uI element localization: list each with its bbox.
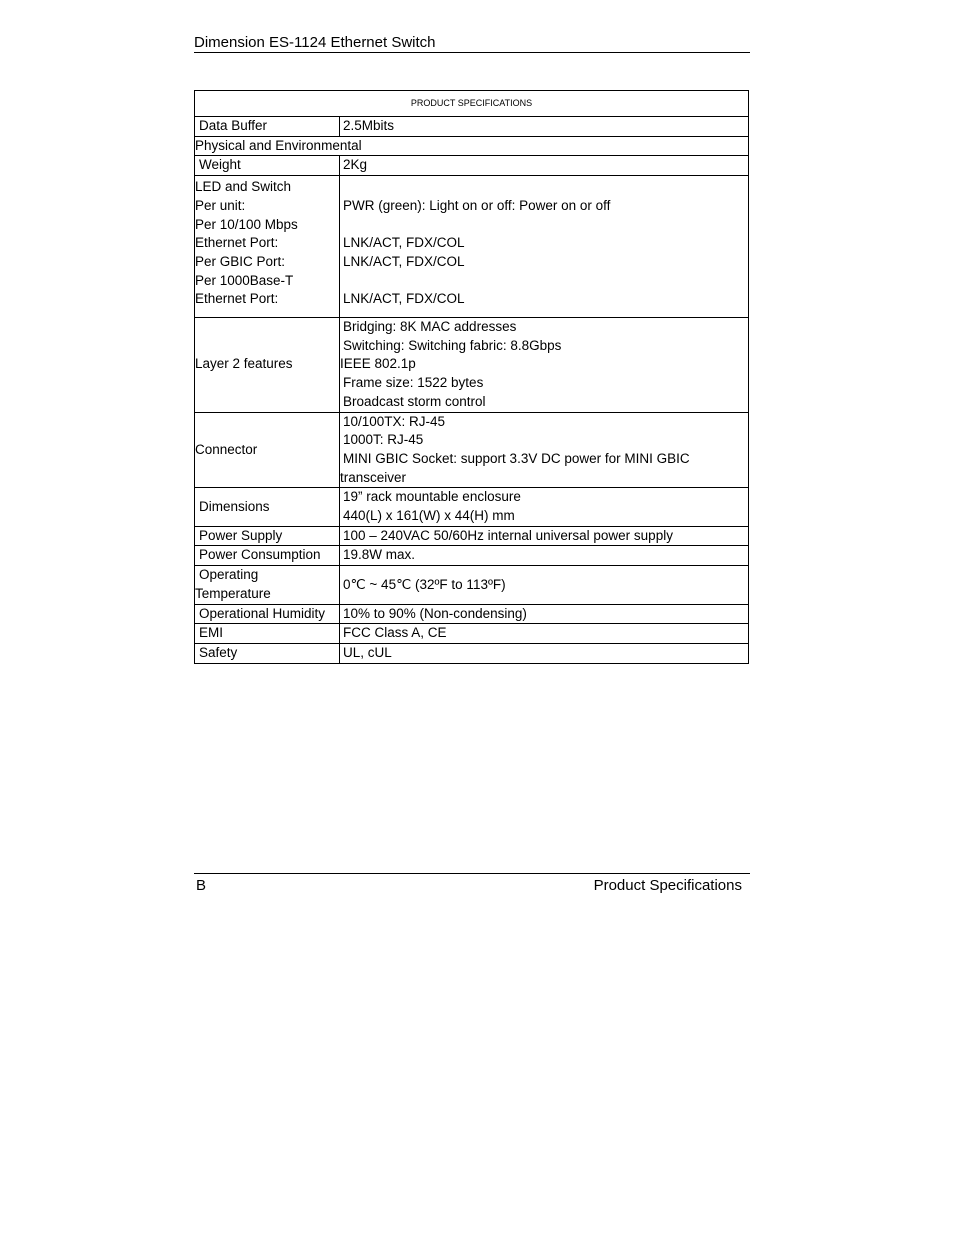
layer2-value-line: Switching: Switching fabric: 8.8Gbps xyxy=(343,337,562,353)
led-label-line: Per unit: xyxy=(195,197,246,213)
table-row xyxy=(195,318,749,413)
table-row xyxy=(195,488,749,526)
layer2-value-line: Frame size: 1522 bytes xyxy=(343,375,484,391)
power-consumption-value: 19.8W max. xyxy=(340,546,749,566)
led-label-line: Per GBIC Port: xyxy=(195,253,286,269)
table-caption: PRODUCT SPECIFICATIONS xyxy=(195,91,749,117)
layer2-value xyxy=(340,318,749,413)
table-row xyxy=(195,117,749,137)
page-header xyxy=(194,33,750,53)
data-buffer-label: Data Buffer xyxy=(195,117,340,137)
safety-label: Safety xyxy=(195,643,340,663)
spec-table xyxy=(194,90,749,664)
connector-value-line: 1000T: RJ-45 xyxy=(343,432,424,448)
table-row xyxy=(195,412,749,488)
footer-appendix-letter: B xyxy=(196,877,207,894)
data-buffer-value: 2.5Mbits xyxy=(340,117,749,137)
table-caption-row xyxy=(195,91,749,117)
header-title: Dimension ES-1124 Ethernet Switch xyxy=(194,34,436,51)
operating-temp-label-line: Operating xyxy=(199,567,259,583)
layer2-value-line: Broadcast storm control xyxy=(343,393,486,409)
table-row xyxy=(195,624,749,644)
led-label-line: Ethernet Port: xyxy=(195,291,279,307)
led-label-line: Per 1000Base-T xyxy=(195,272,294,288)
led-label xyxy=(195,176,340,318)
connector-value xyxy=(340,412,749,488)
operating-temp-value: 0℃ ~ 45℃ (32ºF to 113ºF) xyxy=(340,566,749,604)
power-supply-value: 100 – 240VAC 50/60Hz internal universal power supply xyxy=(340,526,749,546)
table-row xyxy=(195,176,749,318)
table-row xyxy=(195,156,749,176)
dimensions-value-line: 19” rack mountable enclosure xyxy=(343,489,521,505)
weight-label: Weight xyxy=(195,156,340,176)
dimensions-value xyxy=(340,488,749,526)
footer-section-title: Product Specifications xyxy=(593,877,742,894)
emi-label: EMI xyxy=(195,624,340,644)
power-supply-label: Power Supply xyxy=(195,526,340,546)
connector-label: Connector xyxy=(195,412,340,488)
led-label-line: LED and Switch xyxy=(195,179,292,195)
led-value xyxy=(340,176,749,318)
layer2-value-line: IEEE 802.1p xyxy=(340,356,416,372)
layer2-label: Layer 2 features xyxy=(195,318,340,413)
physical-section-heading: Physical and Environmental xyxy=(195,136,749,156)
weight-value: 2Kg xyxy=(340,156,749,176)
humidity-value: 10% to 90% (Non-condensing) xyxy=(340,604,749,624)
led-value-line xyxy=(343,272,745,291)
led-value-line: PWR (green): Light on or off: Power on or off xyxy=(343,197,611,213)
led-label-line: Per 10/100 Mbps xyxy=(195,216,298,232)
led-value-line xyxy=(343,216,745,235)
table-row xyxy=(195,643,749,663)
led-value-line: LNK/ACT, FDX/COL xyxy=(343,235,465,251)
led-value-line xyxy=(343,178,745,197)
table-row xyxy=(195,604,749,624)
connector-value-line: transceiver xyxy=(340,469,407,485)
table-row xyxy=(195,526,749,546)
safety-value: UL, cUL xyxy=(340,643,749,663)
humidity-label: Operational Humidity xyxy=(195,604,340,624)
page-footer xyxy=(194,873,750,896)
table-row xyxy=(195,546,749,566)
connector-value-line: MINI GBIC Socket: support 3.3V DC power for MINI GBIC xyxy=(343,450,690,466)
connector-value-line: 10/100TX: RJ-45 xyxy=(343,413,446,429)
operating-temp-label xyxy=(195,566,340,604)
emi-value: FCC Class A, CE xyxy=(340,624,749,644)
table-row xyxy=(195,566,749,604)
table-section-row xyxy=(195,136,749,156)
led-value-line: LNK/ACT, FDX/COL xyxy=(343,253,465,269)
operating-temp-label-line: Temperature xyxy=(195,585,271,601)
dimensions-value-line: 440(L) x 161(W) x 44(H) mm xyxy=(343,508,515,524)
dimensions-label: Dimensions xyxy=(195,488,340,526)
led-value-line: LNK/ACT, FDX/COL xyxy=(343,291,465,307)
layer2-value-line: Bridging: 8K MAC addresses xyxy=(343,319,517,335)
led-label-line: Ethernet Port: xyxy=(195,235,279,251)
power-consumption-label: Power Consumption xyxy=(195,546,340,566)
